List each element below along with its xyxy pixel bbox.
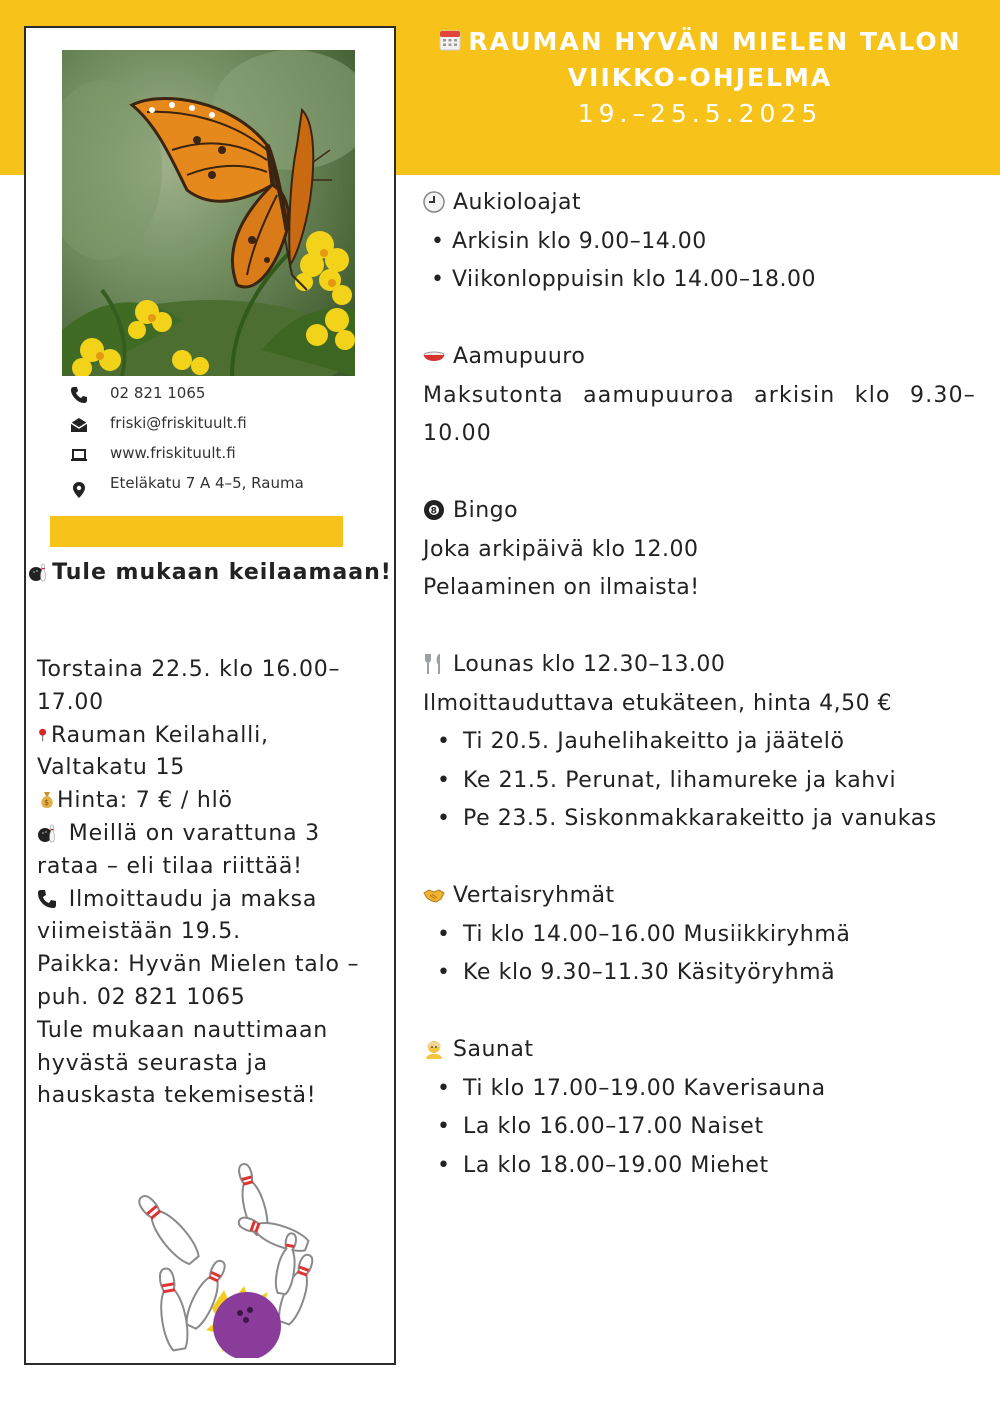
lunch-title: Lounas klo 12.30–13.00 xyxy=(423,646,976,685)
accent-bar xyxy=(50,516,343,547)
bowling-icon xyxy=(28,562,48,582)
svg-text:8: 8 xyxy=(430,506,438,517)
lunch-item: • Ti 20.5. Jauhelihakeitto ja jäätelö xyxy=(423,723,976,762)
eight-ball-icon xyxy=(423,499,445,521)
lunch-item: • Pe 23.5. Siskonmakkarakeitto ja vanukas xyxy=(423,800,976,839)
telephone-receiver-icon xyxy=(37,889,57,909)
bingo-line-1: Joka arkipäivä klo 12.00 xyxy=(423,536,699,562)
sauna-title: Saunat xyxy=(423,1031,976,1070)
bowling-contact: Paikka: Hyvän Mielen talo – puh. 02 821 1065 xyxy=(37,952,360,1010)
schedule-column xyxy=(423,184,976,1185)
peer-item: • Ti klo 14.00–16.00 Musiikkiryhmä xyxy=(423,916,976,955)
bowling-closing: Tule mukaan nauttimaan hyvästä seurasta ja hauskasta tekemisestä! xyxy=(37,1017,328,1109)
sauna-item: • La klo 18.00–19.00 Miehet xyxy=(423,1147,976,1186)
location-pin-icon xyxy=(70,481,88,499)
phone-number[interactable]: 02 821 1065 xyxy=(110,384,206,402)
hours-item: • Viikonloppuisin klo 14.00–18.00 xyxy=(431,267,816,292)
sauna-item: • Ti klo 17.00–19.00 Kaverisauna xyxy=(423,1070,976,1109)
bowling-pins-illustration xyxy=(112,1158,332,1358)
hours-title: Aukioloajat xyxy=(423,184,976,223)
hours-item: • Arkisin klo 9.00–14.00 xyxy=(431,228,707,254)
week-dates: 19.–25.5.2025 xyxy=(577,99,823,128)
bowling-place: Rauman Keilahalli, Valtakatu 15 xyxy=(37,722,269,781)
porridge-text: Maksutonta aamupuuroa arkisin klo 9.30–10.00 xyxy=(423,382,976,446)
money-bag-icon xyxy=(37,790,57,810)
laptop-icon xyxy=(70,446,88,464)
butterfly-photo xyxy=(62,50,355,376)
clock-icon xyxy=(423,191,445,213)
person-in-steam-icon xyxy=(423,1038,445,1060)
bowling-price: $ Hinta: 7 € / hlö xyxy=(37,785,367,818)
bowling-when: Torstaina 22.5. klo 16.00–17.00 xyxy=(37,657,341,715)
bowling-icon xyxy=(37,823,57,843)
lunch-item: • Ke 21.5. Perunat, lihamureke ja kahvi xyxy=(423,762,976,801)
calendar-icon xyxy=(438,28,462,52)
porridge-bowl-icon xyxy=(423,345,445,367)
peer-item: • Ke klo 9.30–11.30 Käsityöryhmä xyxy=(423,954,976,993)
phone-icon xyxy=(70,386,88,404)
round-pushpin-icon xyxy=(37,725,51,745)
title-line-2: VIIKKO-OHJELMA xyxy=(567,63,833,92)
peer-title: Vertaisryhmät xyxy=(423,877,976,916)
porridge-title: Aamupuuro xyxy=(423,338,976,377)
website-link[interactable]: www.friskituult.fi xyxy=(110,444,236,462)
email-link[interactable]: friski@friskituult.fi xyxy=(110,414,247,432)
lunch-intro: Ilmoittauduttava etukäteen, hinta 4,50 € xyxy=(423,690,893,716)
page-title xyxy=(400,24,1000,60)
bowling-heading: Tule mukaan keilaamaan! xyxy=(26,556,394,589)
envelope-icon xyxy=(70,416,88,434)
bowling-details xyxy=(37,654,367,1113)
sauna-item: • La klo 16.00–17.00 Naiset xyxy=(423,1108,976,1147)
bingo-title: 8 Bingo xyxy=(423,492,976,531)
address-text: Eteläkatu 7 A 4–5, Rauma xyxy=(110,474,304,492)
sidebar-panel xyxy=(24,26,396,1365)
handshake-icon xyxy=(423,884,445,906)
fork-and-knife-icon xyxy=(423,653,445,675)
title-line-1: RAUMAN HYVÄN MIELEN TALON xyxy=(468,27,962,56)
bingo-line-2: Pelaaminen on ilmaista! xyxy=(423,575,700,600)
bowling-lanes: Meillä on varattuna 3 rataa – eli tilaa riittää! xyxy=(37,820,320,879)
svg-text:$: $ xyxy=(44,798,50,808)
page-header xyxy=(400,24,1000,132)
bowling-register: Ilmoittaudu ja maksa viimeistään 19.5. xyxy=(37,886,318,945)
